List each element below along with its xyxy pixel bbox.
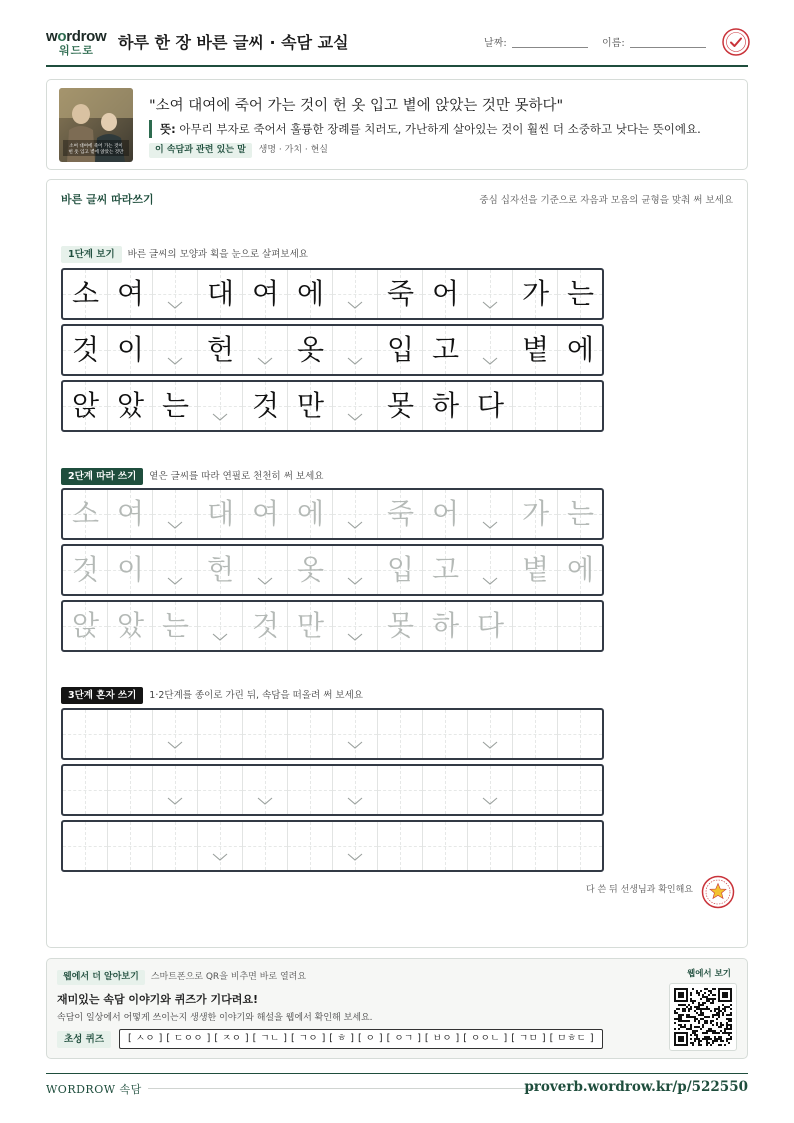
stage3-row-1[interactable] <box>61 708 604 760</box>
writing-cell[interactable] <box>198 766 243 814</box>
writing-cell <box>468 270 513 318</box>
web-badge-note: 스마트폰으로 QR을 비추면 바로 열려요 <box>150 972 307 982</box>
space-mark-icon <box>347 413 363 421</box>
writing-cell <box>63 270 108 318</box>
writing-cell[interactable] <box>108 546 153 594</box>
space-mark-icon <box>347 797 363 805</box>
writing-cell <box>243 270 288 318</box>
writing-cell[interactable] <box>108 490 153 538</box>
writing-cell[interactable] <box>243 546 288 594</box>
writing-cell <box>153 382 198 430</box>
writing-cell[interactable] <box>153 546 198 594</box>
writing-cell[interactable] <box>378 766 423 814</box>
trace-character: 여 <box>116 497 145 530</box>
writing-cell[interactable] <box>423 710 468 758</box>
writing-cell[interactable] <box>513 710 558 758</box>
wordrow-logo: wordrow 워드로 <box>46 28 107 57</box>
writing-cell[interactable] <box>468 602 513 650</box>
model-character: 것 <box>251 389 280 422</box>
space-mark-icon <box>167 797 183 805</box>
writing-cell[interactable] <box>378 546 423 594</box>
model-character: 이 <box>116 333 145 366</box>
writing-cell[interactable] <box>198 546 243 594</box>
writing-cell[interactable] <box>63 546 108 594</box>
stage1-badge: 1단계 보기 <box>61 246 122 263</box>
space-mark-icon <box>167 741 183 749</box>
stage3-row-3[interactable] <box>61 820 604 872</box>
model-character: 앉 <box>71 389 100 422</box>
model-character: 에 <box>296 277 325 310</box>
svg-text:소여 대여에 죽어 가는 것이: 소여 대여에 죽어 가는 것이 <box>69 144 123 149</box>
model-character: 는 <box>566 277 595 310</box>
model-character: 만 <box>296 389 325 422</box>
stage2-row-3[interactable] <box>61 600 604 652</box>
writing-cell <box>63 382 108 430</box>
practice-title: 바른 글씨 따라쓰기 <box>61 193 154 206</box>
model-character: 여 <box>116 277 145 310</box>
writing-cell <box>198 382 243 430</box>
proverb-meaning <box>149 120 701 138</box>
model-character: 았 <box>116 389 145 422</box>
model-character: 헌 <box>206 333 235 366</box>
space-mark-icon <box>212 413 228 421</box>
trace-character: 것 <box>251 609 280 642</box>
trace-character: 가 <box>521 497 550 530</box>
stage2-heading <box>61 468 323 485</box>
logo-subtitle: 워드로 <box>59 44 94 57</box>
space-mark-icon <box>167 521 183 529</box>
writing-cell[interactable] <box>333 822 378 870</box>
trace-character: 옷 <box>296 553 325 586</box>
space-mark-icon <box>347 853 363 861</box>
checkmark-seal-icon <box>722 28 750 56</box>
writing-cell <box>378 326 423 374</box>
model-character: 는 <box>161 389 190 422</box>
writing-cell[interactable] <box>468 546 513 594</box>
writing-cell <box>153 270 198 318</box>
footer-divider <box>148 1088 538 1089</box>
writing-cell <box>513 270 558 318</box>
trace-character: 죽 <box>386 497 415 530</box>
web-more-card <box>46 958 748 1059</box>
writing-cell <box>423 326 468 374</box>
stage2-row-2[interactable] <box>61 544 604 596</box>
trace-character: 에 <box>296 497 325 530</box>
writing-cell[interactable] <box>558 822 603 870</box>
web-description: 속담이 일상에서 어떻게 쓰이는지 생생한 이야기와 해설을 웹에서 확인해 보세요. <box>57 1013 373 1023</box>
model-character: 것 <box>71 333 100 366</box>
page-title: 하루 한 장 바른 글씨 · 속담 교실 <box>118 33 349 52</box>
writing-cell[interactable] <box>558 546 603 594</box>
writing-cell[interactable] <box>423 602 468 650</box>
writing-cell[interactable] <box>288 546 333 594</box>
writing-cell[interactable] <box>468 490 513 538</box>
writing-cell[interactable] <box>243 490 288 538</box>
date-field[interactable] <box>512 47 588 48</box>
writing-cell <box>558 270 603 318</box>
space-mark-icon <box>347 577 363 585</box>
space-mark-icon <box>347 301 363 309</box>
writing-cell[interactable] <box>63 710 108 758</box>
trace-character: 는 <box>566 497 595 530</box>
writing-cell[interactable] <box>243 602 288 650</box>
writing-cell <box>288 326 333 374</box>
qr-code-icon[interactable] <box>669 983 737 1051</box>
writing-cell[interactable] <box>198 822 243 870</box>
space-mark-icon <box>167 357 183 365</box>
related-tags-text: 생명 · 가치 · 현실 <box>258 145 328 155</box>
model-character: 옷 <box>296 333 325 366</box>
writing-cell <box>108 326 153 374</box>
space-mark-icon <box>347 357 363 365</box>
writing-cell[interactable] <box>198 710 243 758</box>
stage1-row-2 <box>61 324 604 376</box>
stage3-row-2[interactable] <box>61 764 604 816</box>
writing-cell <box>513 382 558 430</box>
space-mark-icon <box>257 797 273 805</box>
writing-cell[interactable] <box>243 710 288 758</box>
writing-cell <box>108 270 153 318</box>
header-rule <box>46 65 748 67</box>
stage3-badge: 3단계 혼자 쓰기 <box>61 687 143 704</box>
writing-cell[interactable] <box>63 602 108 650</box>
writing-cell[interactable] <box>153 766 198 814</box>
footer-brand: WORDROW 속담 <box>46 1083 142 1096</box>
space-mark-icon <box>482 357 498 365</box>
space-mark-icon <box>482 797 498 805</box>
page-header <box>46 26 748 66</box>
writing-cell <box>468 382 513 430</box>
trace-character: 못 <box>386 609 415 642</box>
space-mark-icon <box>482 741 498 749</box>
writing-cell <box>423 382 468 430</box>
writing-cell[interactable] <box>288 602 333 650</box>
writing-cell <box>288 270 333 318</box>
writing-cell <box>423 270 468 318</box>
space-mark-icon <box>257 357 273 365</box>
writing-cell[interactable] <box>423 822 468 870</box>
trace-character: 대 <box>206 497 235 530</box>
writing-cell[interactable] <box>63 490 108 538</box>
stage1-row-3 <box>61 380 604 432</box>
writing-cell <box>243 382 288 430</box>
writing-cell <box>288 382 333 430</box>
model-character: 하 <box>431 389 460 422</box>
meaning-text: 아무리 부자로 죽어서 훌륭한 장례를 치러도, 가난하게 살아있는 것이 훨씬 더 소중하고 낫다는 뜻이에요. <box>179 122 701 136</box>
trace-character: 소 <box>71 497 100 530</box>
writing-cell[interactable] <box>333 602 378 650</box>
writing-cell[interactable] <box>108 822 153 870</box>
writing-cell[interactable] <box>108 710 153 758</box>
web-badge: 웹에서 더 알아보기 <box>57 970 145 985</box>
trace-character: 다 <box>476 609 505 642</box>
writing-cell[interactable] <box>243 766 288 814</box>
trace-character: 았 <box>116 609 145 642</box>
model-character: 어 <box>431 277 460 310</box>
model-character: 죽 <box>386 277 415 310</box>
model-character: 고 <box>431 333 460 366</box>
writing-cell <box>513 326 558 374</box>
writing-cell <box>333 382 378 430</box>
trace-character: 고 <box>431 553 460 586</box>
writing-cell[interactable] <box>243 822 288 870</box>
model-character: 볕 <box>521 333 550 366</box>
model-character: 입 <box>386 333 415 366</box>
writing-cell[interactable] <box>198 602 243 650</box>
writing-cell <box>243 326 288 374</box>
space-mark-icon <box>347 521 363 529</box>
model-character: 에 <box>566 333 595 366</box>
stage1-row-1 <box>61 268 604 320</box>
space-mark-icon <box>212 633 228 641</box>
space-mark-icon <box>347 741 363 749</box>
trace-character: 헌 <box>206 553 235 586</box>
writing-cell[interactable] <box>378 490 423 538</box>
space-mark-icon <box>212 853 228 861</box>
name-label: 이름: <box>602 38 625 49</box>
writing-cell <box>63 326 108 374</box>
writing-cell[interactable] <box>288 766 333 814</box>
writing-cell[interactable] <box>558 602 603 650</box>
space-mark-icon <box>482 577 498 585</box>
writing-cell[interactable] <box>423 546 468 594</box>
writing-cell[interactable] <box>333 766 378 814</box>
writing-cell <box>198 270 243 318</box>
writing-cell[interactable] <box>513 490 558 538</box>
writing-cell[interactable] <box>288 710 333 758</box>
meaning-label: 뜻: <box>160 122 176 136</box>
writing-cell <box>198 326 243 374</box>
writing-cell[interactable] <box>468 710 513 758</box>
stage2-text: 옅은 글씨를 따라 연필로 천천히 써 보세요 <box>149 471 324 482</box>
trace-character: 입 <box>386 553 415 586</box>
trace-character: 것 <box>71 553 100 586</box>
trace-character: 어 <box>431 497 460 530</box>
writing-cell[interactable] <box>378 710 423 758</box>
model-character: 가 <box>521 277 550 310</box>
writing-cell <box>378 270 423 318</box>
writing-cell[interactable] <box>333 710 378 758</box>
writing-cell <box>333 326 378 374</box>
stage2-row-1[interactable] <box>61 488 604 540</box>
writing-cell[interactable] <box>108 602 153 650</box>
writing-cell <box>558 382 603 430</box>
space-mark-icon <box>167 577 183 585</box>
footer-url[interactable]: proverb.wordrow.kr/p/522550 <box>524 1079 748 1095</box>
related-tags <box>149 143 328 158</box>
stage1-heading <box>61 246 308 263</box>
writing-cell[interactable] <box>153 710 198 758</box>
trace-character: 에 <box>566 553 595 586</box>
web-headline: 재미있는 속담 이야기와 퀴즈가 기다려요! <box>57 993 258 1006</box>
writing-cell[interactable] <box>558 490 603 538</box>
related-tags-badge: 이 속담과 관련 있는 말 <box>149 143 252 158</box>
web-badge-line <box>57 970 306 985</box>
proverb-illustration <box>59 88 133 162</box>
writing-cell <box>378 382 423 430</box>
writing-cell <box>153 326 198 374</box>
writing-cell[interactable] <box>153 602 198 650</box>
proverb-text: "소여 대여에 죽어 가는 것이 헌 옷 입고 볕에 앉았는 것만 못하다" <box>149 98 564 114</box>
teacher-check-text: 다 쓴 뒤 선생님과 확인해요 <box>585 885 693 895</box>
svg-text:헌 옷 입고 볕에 앉았는 것만: 헌 옷 입고 볕에 앉았는 것만 <box>68 150 124 155</box>
stage2-badge: 2단계 따라 쓰기 <box>61 468 143 485</box>
model-character: 다 <box>476 389 505 422</box>
space-mark-icon <box>257 577 273 585</box>
footer-rule <box>46 1073 748 1074</box>
writing-cell[interactable] <box>468 766 513 814</box>
writing-cell[interactable] <box>378 602 423 650</box>
model-character: 못 <box>386 389 415 422</box>
trace-character: 이 <box>116 553 145 586</box>
writing-cell[interactable] <box>378 822 423 870</box>
stage1-text: 바른 글씨의 모양과 획을 눈으로 살펴보세요 <box>127 249 308 260</box>
writing-cell[interactable] <box>63 822 108 870</box>
space-mark-icon <box>482 301 498 309</box>
writing-cell[interactable] <box>558 766 603 814</box>
trace-character: 볕 <box>521 553 550 586</box>
date-label: 날짜: <box>484 38 507 49</box>
model-character: 대 <box>206 277 235 310</box>
trace-character: 앉 <box>71 609 100 642</box>
model-character: 소 <box>71 277 100 310</box>
chosung-quiz-box: [ ㅅㅇ ] [ ㄷㅇㅇ ] [ ㅈㅇ ] [ ㄱㄴ ] [ ㄱㅇ ] [ ㅎ ] [ ㅇ ] [ ㅇㄱ ] [ ㅂㅇ ] [ ㅇㅇㄴ ] [ ㄱㅁ ] [ ㅁㅎㄷ ] <box>119 1029 603 1049</box>
stage3-text: 1·2단계를 종이로 가린 뒤, 속담을 떠올려 써 보세요 <box>149 690 363 701</box>
trace-character: 만 <box>296 609 325 642</box>
chosung-quiz-label: 초성 퀴즈 <box>57 1031 111 1048</box>
handwriting-practice-card <box>46 179 748 948</box>
space-mark-icon <box>167 301 183 309</box>
writing-cell[interactable] <box>423 490 468 538</box>
writing-cell[interactable] <box>468 822 513 870</box>
writing-cell <box>333 270 378 318</box>
writing-cell[interactable] <box>153 490 198 538</box>
trace-character: 여 <box>251 497 280 530</box>
writing-cell[interactable] <box>198 490 243 538</box>
space-mark-icon <box>347 633 363 641</box>
writing-cell[interactable] <box>423 766 468 814</box>
writing-cell <box>468 326 513 374</box>
qr-label: 웹에서 보기 <box>686 969 731 979</box>
writing-cell[interactable] <box>63 766 108 814</box>
practice-note: 중심 십자선을 기준으로 자음과 모음의 균형을 맞춰 써 보세요 <box>479 195 733 206</box>
trace-character: 하 <box>431 609 460 642</box>
writing-cell[interactable] <box>513 602 558 650</box>
writing-cell[interactable] <box>513 822 558 870</box>
writing-cell <box>108 382 153 430</box>
name-field[interactable] <box>630 47 706 48</box>
writing-cell[interactable] <box>288 490 333 538</box>
space-mark-icon <box>482 521 498 529</box>
writing-cell[interactable] <box>513 766 558 814</box>
writing-cell[interactable] <box>558 710 603 758</box>
model-character: 여 <box>251 277 280 310</box>
writing-cell[interactable] <box>333 490 378 538</box>
writing-cell[interactable] <box>288 822 333 870</box>
proverb-info-card <box>46 79 748 170</box>
trace-character: 는 <box>161 609 190 642</box>
writing-cell[interactable] <box>153 822 198 870</box>
writing-cell[interactable] <box>513 546 558 594</box>
star-stamp-icon <box>701 875 735 909</box>
writing-cell[interactable] <box>108 766 153 814</box>
writing-cell <box>558 326 603 374</box>
stage3-heading <box>61 687 363 704</box>
writing-cell[interactable] <box>333 546 378 594</box>
